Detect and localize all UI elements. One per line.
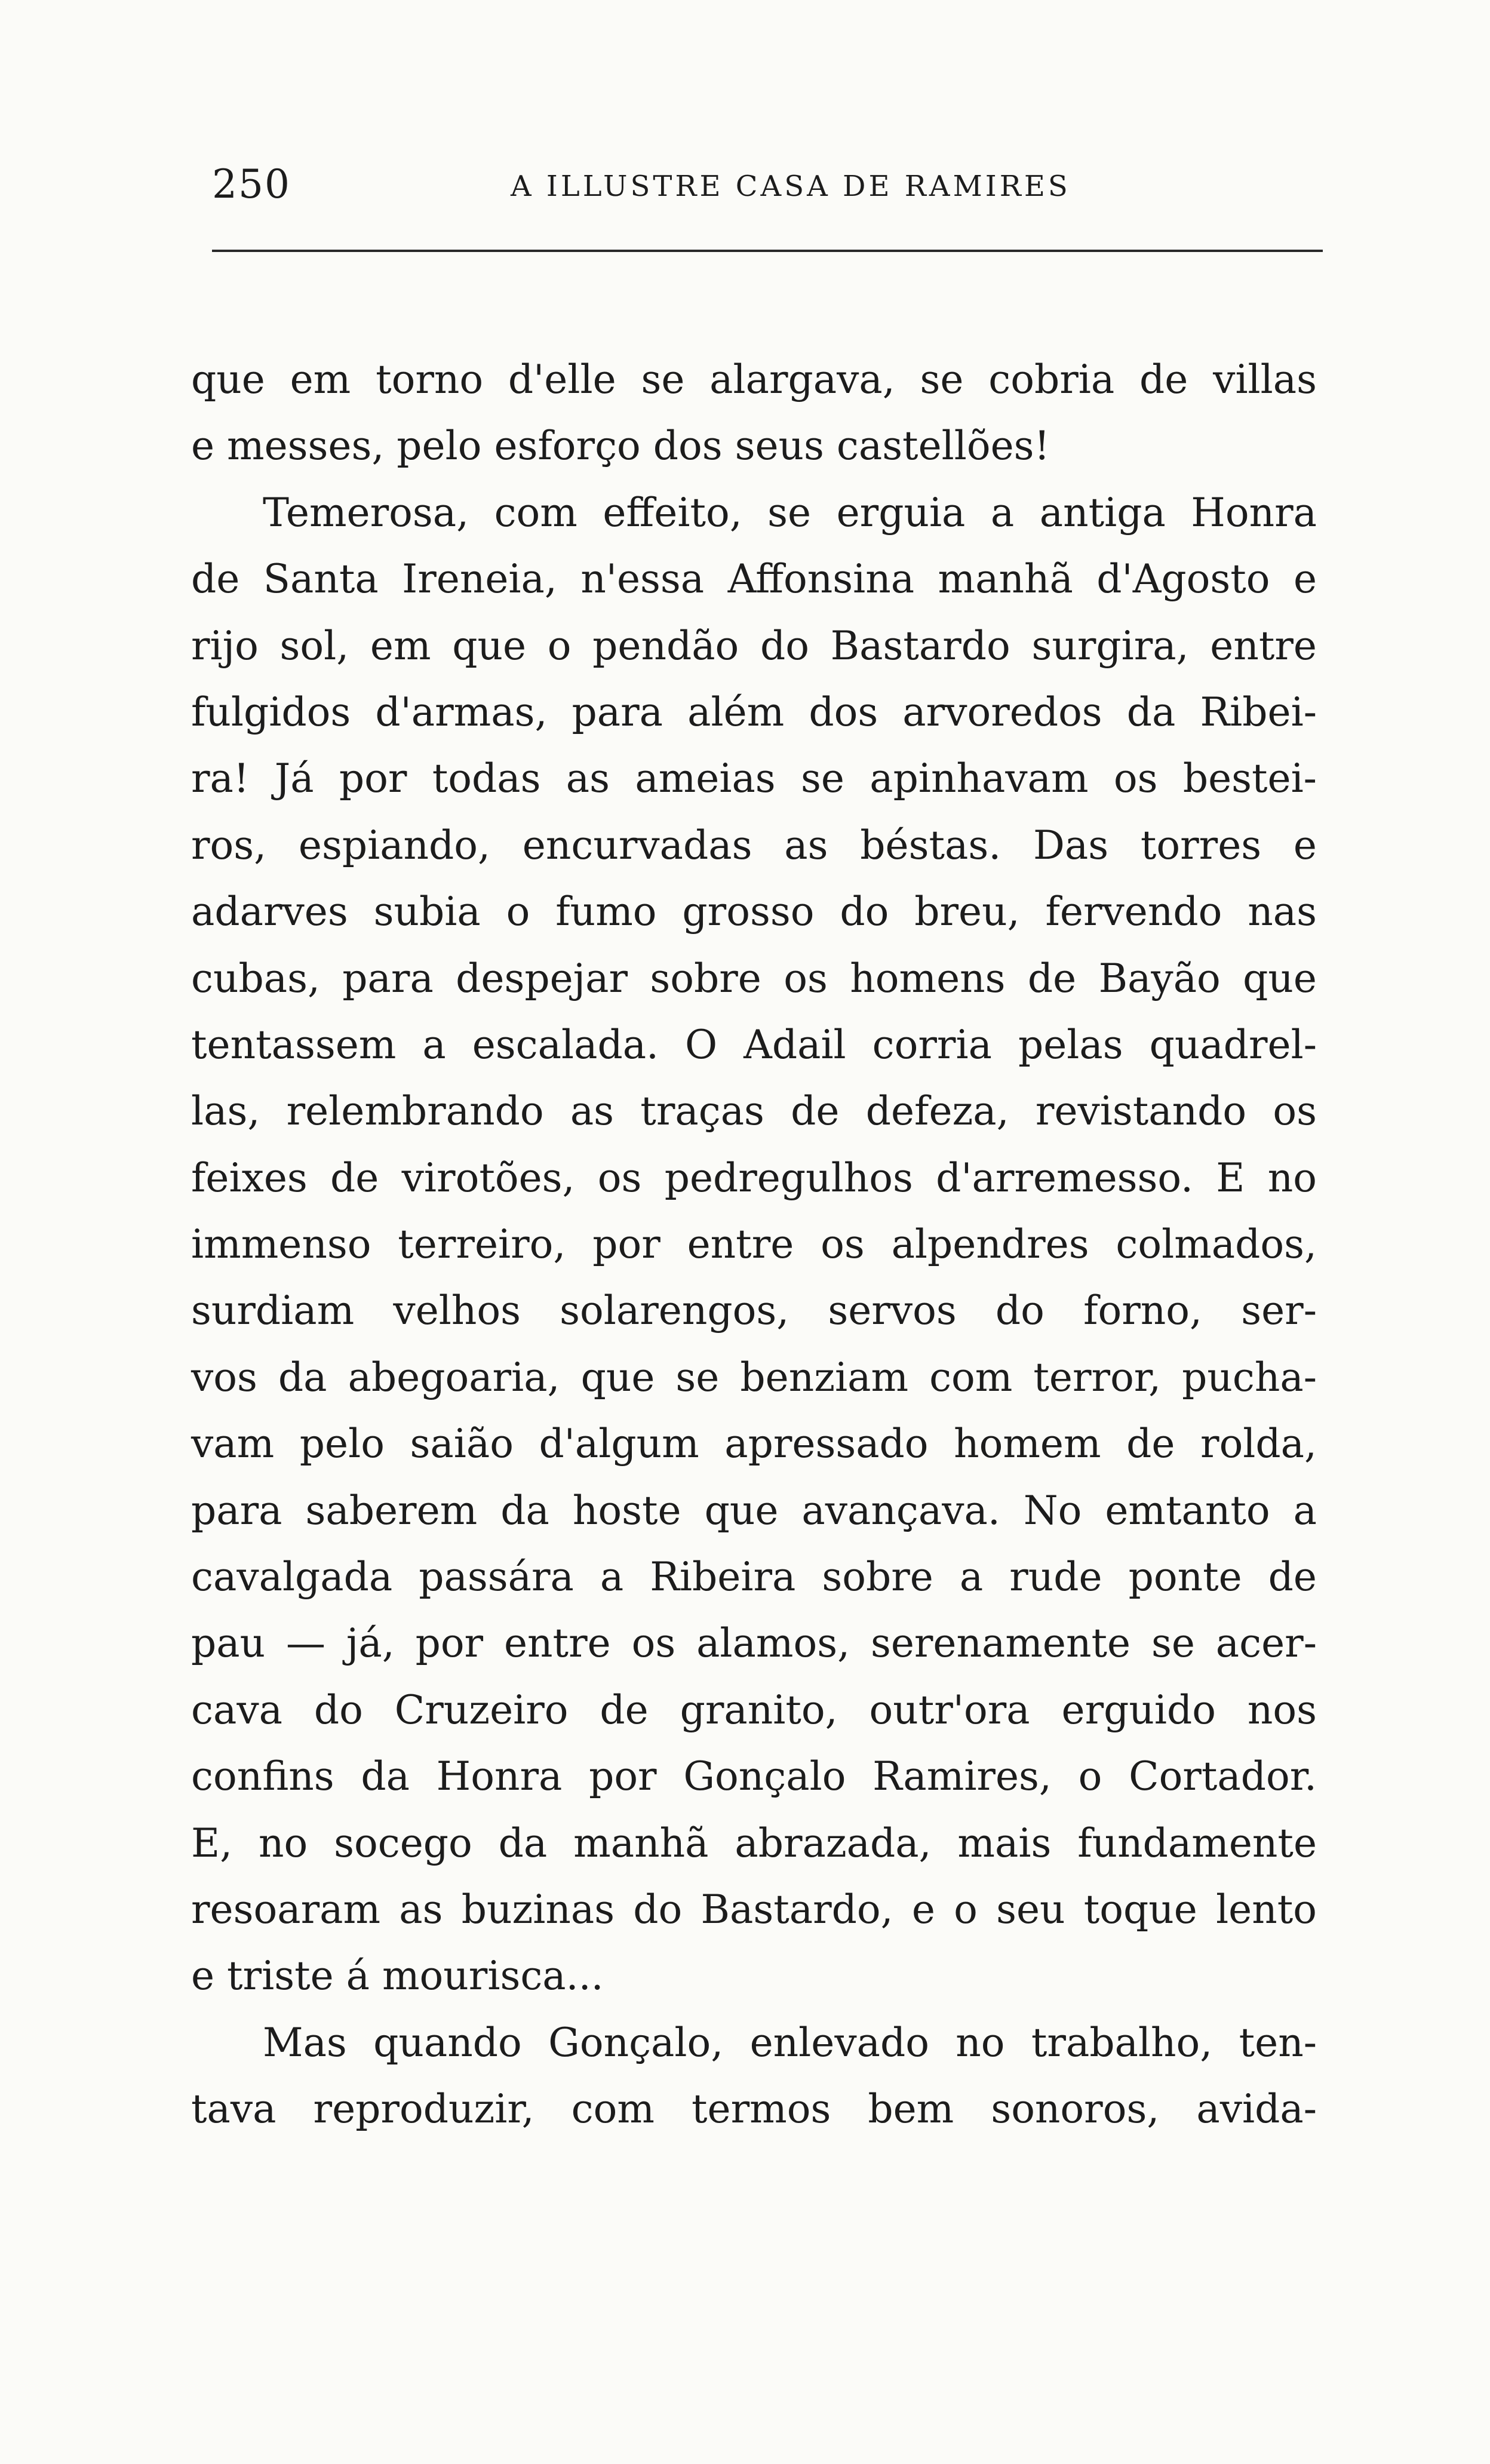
text-line: Temerosa, com effeito, se erguia a antiga Honra xyxy=(263,489,1317,536)
text-line: de Santa Ireneia, n'essa Affonsina manhã d'Agosto e xyxy=(191,556,1317,603)
text-line: surdiam velhos solarengos, servos do forno, ser- xyxy=(191,1288,1317,1334)
text-line: vos da abegoaria, que se benziam com terror, pucha- xyxy=(191,1354,1317,1400)
text-line: e messes, pelo esforço dos seus castellões! xyxy=(191,423,1050,469)
text-line: para saberem da hoste que avançava. No emtanto a xyxy=(191,1487,1317,1534)
text-line: que em torno d'elle se alargava, se cobria de villas xyxy=(191,357,1317,403)
text-line: ra! Já por todas as ameias se apinhavam os bestei- xyxy=(191,755,1317,802)
text-line: cubas, para despejar sobre os homens de Bayão que xyxy=(191,955,1317,1001)
text-line: pau — já, por entre os alamos, serenamente se acer- xyxy=(191,1620,1317,1667)
body-text xyxy=(191,346,1317,2143)
page-header xyxy=(212,161,1332,209)
running-title: A ILLUSTRE CASA DE RAMIRES xyxy=(511,170,1071,203)
text-line: tentassem a escalada. O Adail corria pelas quadrel- xyxy=(191,1021,1317,1068)
text-line: cavalgada passára a Ribeira sobre a rude ponte de xyxy=(191,1554,1317,1600)
paragraph xyxy=(191,346,1317,480)
page-number: 250 xyxy=(212,161,291,207)
text-line: tava reproduzir, com termos bem sonoros, avida- xyxy=(191,2086,1317,2133)
text-line: ros, espiando, encurvadas as béstas. Das torres e xyxy=(191,822,1317,868)
text-line: cava do Cruzeiro de granito, outr'ora erguido nos xyxy=(191,1686,1317,1733)
text-line: rijo sol, em que o pendão do Bastardo surgira, entre xyxy=(191,622,1317,669)
header-rule xyxy=(212,250,1323,252)
text-line: Mas quando Gonçalo, enlevado no trabalho, ten- xyxy=(263,2019,1317,2066)
text-line: immenso terreiro, por entre os alpendres colmados, xyxy=(191,1221,1317,1268)
text-line: e triste á mourisca... xyxy=(191,1953,604,1999)
text-line: confins da Honra por Gonçalo Ramires, o Cortador. xyxy=(191,1753,1317,1800)
text-line: feixes de virotões, os pedregulhos d'arremesso. E no xyxy=(191,1154,1317,1201)
text-line: E, no socego da manhã abrazada, mais fundamente xyxy=(191,1820,1317,1866)
paragraph xyxy=(191,2010,1317,2143)
text-line: resoaram as buzinas do Bastardo, e o seu toque lento xyxy=(191,1886,1317,1933)
text-line: las, relembrando as traças de defeza, revistando os xyxy=(191,1088,1317,1135)
text-line: vam pelo saião d'algum apressado homem de rolda, xyxy=(191,1421,1317,1467)
text-line: adarves subia o fumo grosso do breu, fervendo nas xyxy=(191,889,1317,935)
paragraph xyxy=(191,480,1317,2010)
text-line: fulgidos d'armas, para além dos arvoredos da Ribei- xyxy=(191,689,1317,735)
